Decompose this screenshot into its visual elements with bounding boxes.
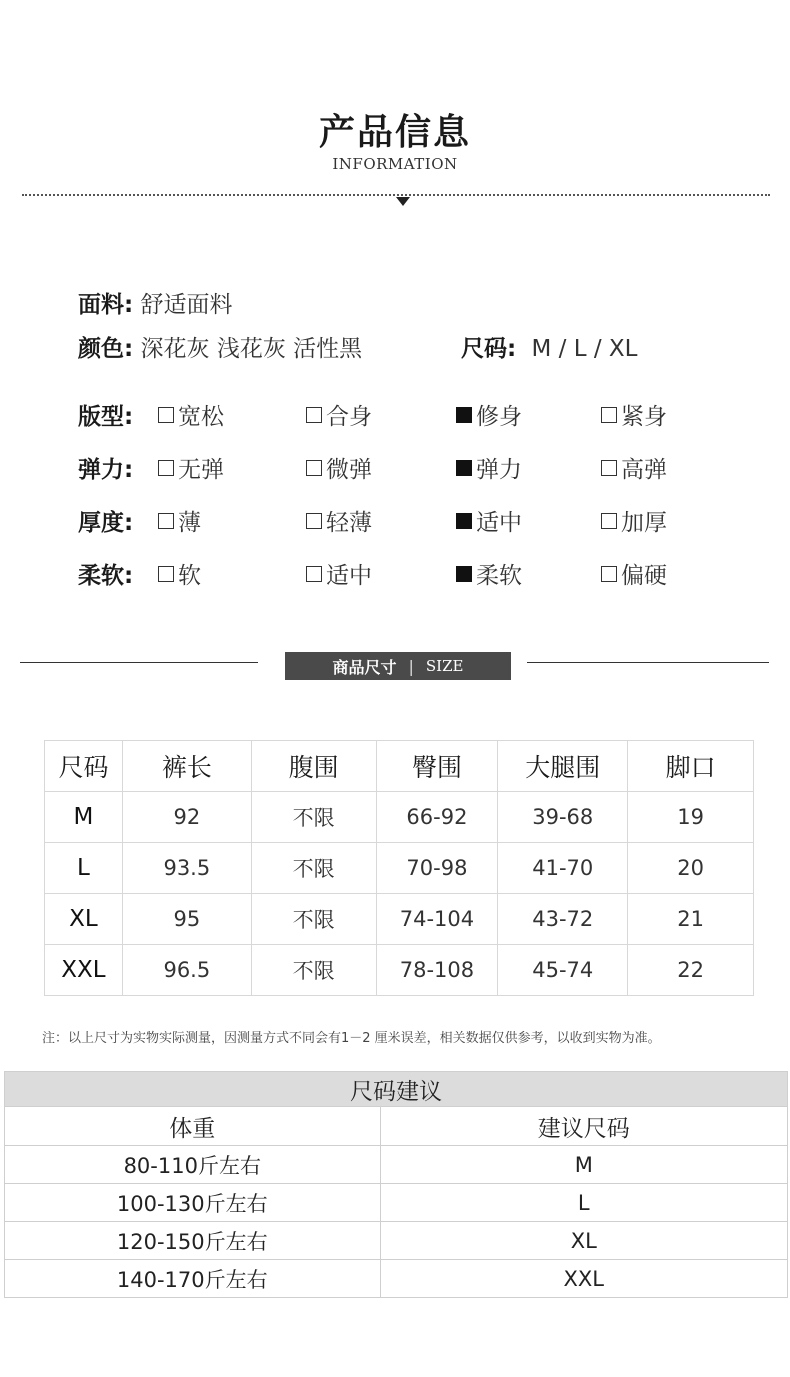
recommend-header-size: 建议尺码 [380,1107,787,1146]
table-cell: 95 [122,894,251,945]
attr-option [601,398,667,431]
table-row [45,792,754,843]
table-cell: 19 [628,792,754,843]
table-header-cell: 大腿围 [498,741,628,792]
size-value: M / L / XL [531,336,638,362]
attr-label: 弹力: [78,457,134,483]
table-row [5,1222,788,1260]
unchecked-box-icon [601,513,617,529]
unchecked-box-icon [158,566,174,582]
table-cell: 78-108 [376,945,498,996]
table-cell: 120-150斤左右 [5,1222,381,1260]
size-line [461,330,638,363]
attr-option [158,451,224,484]
checked-box-icon [456,460,472,476]
table-row [5,1146,788,1184]
table-cell: XL [45,894,123,945]
attr-option-label: 柔软 [476,563,522,589]
table-cell: 92 [122,792,251,843]
attr-option [306,557,372,590]
attr-option-label: 偏硬 [621,563,667,589]
table-row [45,945,754,996]
table-cell: M [380,1146,787,1184]
table-cell: 不限 [251,792,376,843]
unchecked-box-icon [601,407,617,423]
table-header-cell: 脚口 [628,741,754,792]
size-label: 尺码: [461,336,517,362]
table-cell: L [380,1184,787,1222]
table-row [45,894,754,945]
table-cell: 不限 [251,843,376,894]
table-cell: XXL [45,945,123,996]
unchecked-box-icon [306,460,322,476]
table-cell: 74-104 [376,894,498,945]
attr-option [306,398,372,431]
table-cell: 不限 [251,894,376,945]
unchecked-box-icon [306,407,322,423]
attr-option-label: 紧身 [621,404,667,430]
table-cell: 41-70 [498,843,628,894]
attr-option-label: 微弹 [326,457,372,483]
size-banner [285,652,511,680]
banner-left-line [20,662,258,663]
triangle-down-icon [396,197,410,206]
checked-box-icon [456,407,472,423]
unchecked-box-icon [158,460,174,476]
size-banner-cn: 商品尺寸 [332,657,397,677]
table-header-cell: 腹围 [251,741,376,792]
attr-label: 厚度: [78,510,134,536]
attr-option [158,557,201,590]
unchecked-box-icon [158,513,174,529]
banner-right-line [527,662,769,663]
table-header-cell: 尺码 [45,741,123,792]
table-cell: 96.5 [122,945,251,996]
page-title: 产品信息 [318,112,471,153]
table-cell: 20 [628,843,754,894]
table-cell: 43-72 [498,894,628,945]
fabric-line [78,286,233,319]
table-cell: 39-68 [498,792,628,843]
attr-option-label: 无弹 [178,457,224,483]
attr-option-label: 合身 [326,404,372,430]
table-cell: 80-110斤左右 [5,1146,381,1184]
unchecked-box-icon [306,513,322,529]
table-cell: XL [380,1222,787,1260]
table-row [5,1260,788,1298]
unchecked-box-icon [306,566,322,582]
dotted-divider [22,194,770,196]
table-cell: 93.5 [122,843,251,894]
size-banner-en: SIZE [425,657,464,675]
attr-option-label: 弹力 [476,457,522,483]
attr-option-label: 修身 [476,404,522,430]
table-cell: 140-170斤左右 [5,1260,381,1298]
attr-label: 柔软: [78,563,134,589]
table-cell: 22 [628,945,754,996]
attr-option [158,504,201,537]
attr-option-label: 轻薄 [326,510,372,536]
table-cell: 不限 [251,945,376,996]
table-cell: 45-74 [498,945,628,996]
table-row [5,1184,788,1222]
attr-option-label: 高弹 [621,457,667,483]
attr-option [456,504,522,537]
attr-option [456,398,522,431]
attr-option [158,398,224,431]
size-banner-divider: | [408,656,414,676]
table-header-row [45,741,754,792]
attr-option-label: 软 [178,563,201,589]
unchecked-box-icon [158,407,174,423]
attr-option-label: 适中 [326,563,372,589]
table-cell: XXL [380,1260,787,1298]
table-cell: 70-98 [376,843,498,894]
table-row [45,843,754,894]
size-recommend-table [4,1071,788,1298]
attr-option [456,557,522,590]
table-cell: M [45,792,123,843]
color-label: 颜色: [78,336,134,362]
checked-box-icon [456,566,472,582]
unchecked-box-icon [601,566,617,582]
table-cell: 21 [628,894,754,945]
recommend-title: 尺码建议 [5,1072,788,1107]
color-value: 深花灰 浅花灰 活性黑 [140,336,363,362]
unchecked-box-icon [601,460,617,476]
fabric-value: 舒适面料 [140,292,233,318]
size-table [44,740,754,996]
attr-label: 版型: [78,404,134,430]
attr-option [601,557,667,590]
measurement-note: 注：以上尺寸为实物实际测量，因测量方式不同会有1－2 厘米误差，相关数据仅供参考，以收到实物为准。 [42,1031,661,1046]
attr-option [306,504,372,537]
table-header-cell: 臀围 [376,741,498,792]
color-line [78,330,362,363]
table-cell: L [45,843,123,894]
attr-option-label: 宽松 [178,404,224,430]
fabric-label: 面料: [78,292,134,318]
attr-option [601,504,667,537]
page-subtitle: INFORMATION [332,155,458,173]
table-cell: 66-92 [376,792,498,843]
recommend-header-weight: 体重 [5,1107,381,1146]
table-cell: 100-130斤左右 [5,1184,381,1222]
table-header-cell: 裤长 [122,741,251,792]
attr-option [306,451,372,484]
attr-option [601,451,667,484]
attr-option [456,451,522,484]
attr-option-label: 适中 [476,510,522,536]
attr-option-label: 加厚 [621,510,667,536]
checked-box-icon [456,513,472,529]
attr-option-label: 薄 [178,510,201,536]
